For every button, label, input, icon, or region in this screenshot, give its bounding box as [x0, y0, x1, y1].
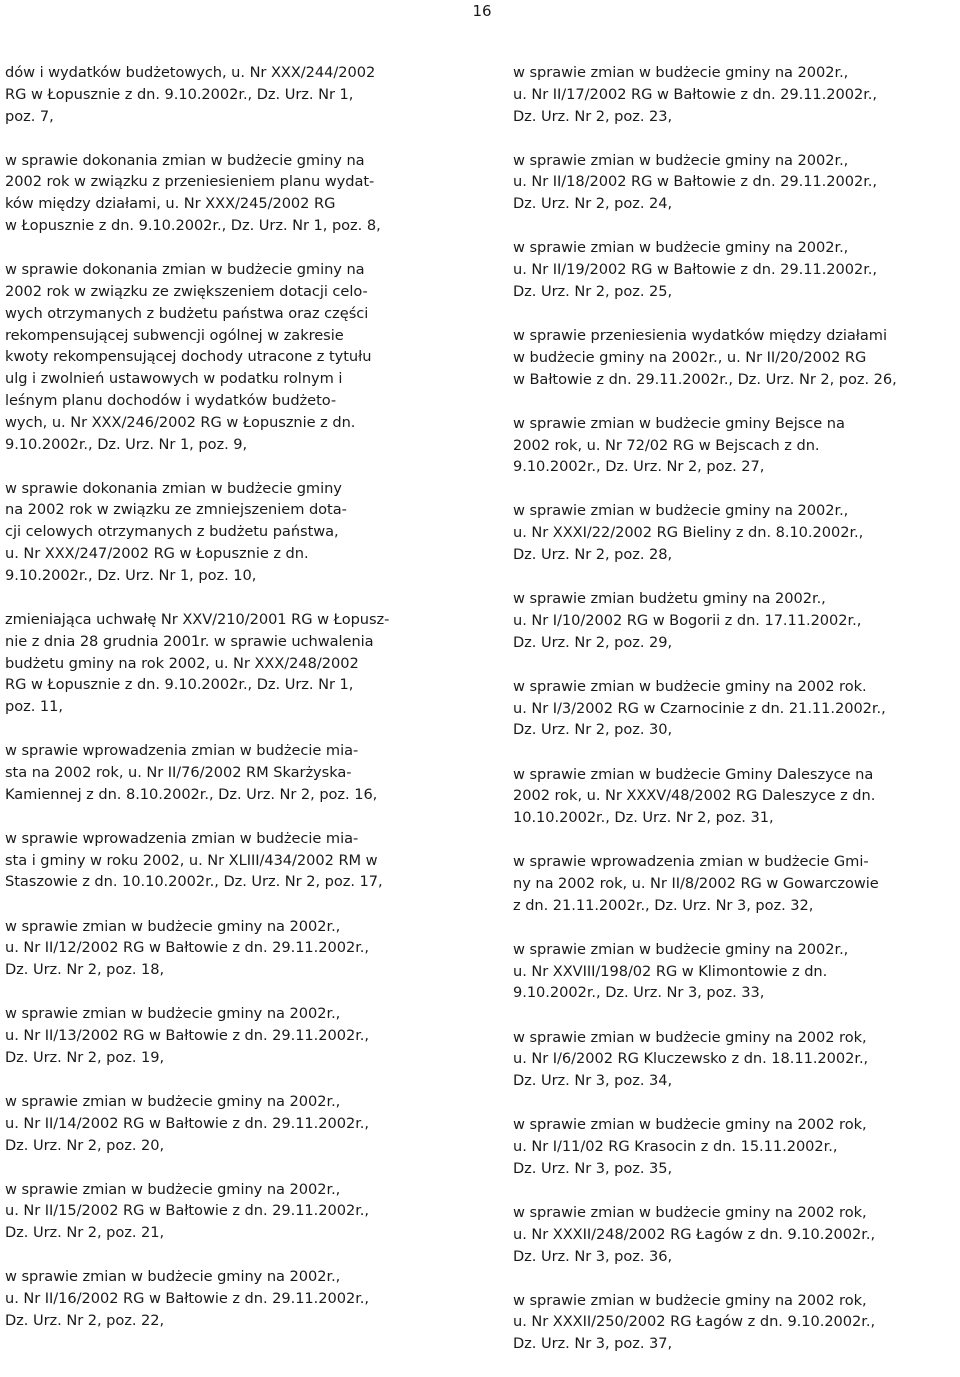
list-item: w sprawie zmian w budżecie gminy na 2002r., u. Nr II/17/2002 RG w Bałtowie z dn. 29.11.2002r., Dz. Urz. Nr 2, poz. 23, — [513, 64, 877, 125]
list-item: w sprawie zmian w budżecie gminy na 2002 rok, u. Nr I/11/02 RG Krasocin z dn. 15.11.2002r., Dz. Urz. Nr 3, poz. 35, — [513, 1116, 867, 1177]
list-item: w sprawie zmian w budżecie gminy na 2002r., u. Nr II/16/2002 RG w Bałtowie z dn. 29.11.2002r., Dz. Urz. Nr 2, poz. 22, — [5, 1268, 369, 1329]
list-item: dów i wydatków budżetowych, u. Nr XXX/244/2002 RG w Łopusznie z dn. 9.10.2002r., Dz. Urz. Nr 1, poz. 7, — [5, 64, 376, 125]
list-item: w sprawie zmian w budżecie gminy na 2002 rok, u. Nr XXXII/250/2002 RG Łagów z dn. 9.10.2002r., Dz. Urz. Nr 3, poz. 37, — [513, 1291, 876, 1353]
list-item: w sprawie wprowadzenia zmian w budżecie mia- sta i gminy w roku 2002, u. Nr XLIII/434/2002 RM w Staszowie z dn. 10.10.2002r., Dz. Urz. Nr 2, poz. 17, — [5, 829, 383, 891]
list-item: w sprawie zmian w budżecie gminy na 2002 rok. u. Nr I/3/2002 RG w Czarnocinie z dn. 21.11.2002r., Dz. Urz. Nr 2, poz. 30, — [513, 677, 886, 739]
list-item: w sprawie wprowadzenia zmian w budżecie Gmi- ny na 2002 rok, u. Nr II/8/2002 RG w Gowarczowie z dn. 21.11.2002r., Dz. Urz. Nr 3, poz. 32, — [513, 853, 879, 914]
list-item: w sprawie zmian w budżecie gminy na 2002r., u. Nr II/12/2002 RG w Bałtowie z dn. 29.11.2002r., Dz. Urz. Nr 2, poz. 18, — [5, 917, 369, 979]
list-item: w sprawie zmian w budżecie gminy Bejsce na 2002 rok, u. Nr 72/02 RG w Bejscach z dn. 9.10.2002r., Dz. Urz. Nr 2, poz. 27, — [513, 414, 845, 476]
list-item: w sprawie zmian w budżecie gminy na 2002r., u. Nr II/15/2002 RG w Bałtowie z dn. 29.11.2002r., Dz. Urz. Nr 2, poz. 21, — [5, 1180, 369, 1242]
list-item: w sprawie zmian w budżecie gminy na 2002 rok, u. Nr I/6/2002 RG Kluczewsko z dn. 18.11.2002r., Dz. Urz. Nr 3, poz. 34, — [513, 1028, 869, 1090]
list-item: w sprawie wprowadzenia zmian w budżecie mia- sta na 2002 rok, u. Nr II/76/2002 RM Skarżyska- Kamiennej z dn. 8.10.2002r., Dz. Urz. Nr 2, poz. 16, — [5, 742, 378, 803]
list-item: w sprawie dokonania zmian w budżecie gminy na 2002 rok w związku z przeniesieniem planu wydat- ków między działami, u. Nr XXX/245/2002 RG w Łopusznie z dn. 9.10.2002r., Dz. Urz. Nr 1, poz. 8, — [5, 151, 381, 235]
page-number: 16 — [472, 2, 492, 20]
list-item: w sprawie dokonania zmian w budżecie gminy na 2002 rok w związku ze zmniejszeniem dota- cji celowych otrzymanych z budżetu państwa, u. Nr XXX/247/2002 RG w Łopusznie z dn. 9.10.2002r., Dz. Urz. Nr 1, poz. 10, — [5, 479, 347, 584]
left-column — [5, 62, 451, 1354]
list-item: w sprawie zmian w budżecie gminy na 2002r., u. Nr II/19/2002 RG w Bałtowie z dn. 29.11.2002r., Dz. Urz. Nr 2, poz. 25, — [513, 239, 877, 300]
list-item: w sprawie zmian w budżecie gminy na 2002 rok, u. Nr XXXII/248/2002 RG Łagów z dn. 9.10.2002r., Dz. Urz. Nr 3, poz. 36, — [513, 1203, 876, 1265]
list-item: w sprawie przeniesienia wydatków między działami w budżecie gminy na 2002r., u. Nr II/20/2002 RG w Bałtowie z dn. 29.11.2002r., Dz. Urz. Nr 2, poz. 26, — [513, 327, 897, 388]
list-item: w sprawie zmian w budżecie gminy na 2002r., u. Nr II/14/2002 RG w Bałtowie z dn. 29.11.2002r., Dz. Urz. Nr 2, poz. 20, — [5, 1092, 369, 1154]
list-item: w sprawie zmian budżetu gminy na 2002r., u. Nr I/10/2002 RG w Bogorii z dn. 17.11.2002r., Dz. Urz. Nr 2, poz. 29, — [513, 590, 862, 651]
list-item: w sprawie dokonania zmian w budżecie gminy na 2002 rok w związku ze zwiększeniem dotacji celo- wych otrzymanych z budżetu państwa oraz części rekompensującej subwencji ogólnej w zakresie kwoty rekompensującej dochody utracone z tytułu ulg i zwolnień ustawowych w podatku rolnym i leśnym planu dochodów i wydatków budżeto- wych, u. Nr XXX/246/2002 RG w Łopusznie z dn. 9.10.2002r., Dz. Urz. Nr 1, poz. 9, — [5, 261, 372, 453]
list-item: zmieniająca uchwałę Nr XXV/210/2001 RG w Łopusz- nie z dnia 28 grudnia 2001r. w sprawie uchwalenia budżetu gminy na rok 2002, u. Nr XXX/248/2002 RG w Łopusznie z dn. 9.10.2002r., Dz. Urz. Nr 1, poz. 11, — [5, 610, 390, 716]
list-item: w sprawie zmian w budżecie gminy na 2002r., u. Nr II/18/2002 RG w Bałtowie z dn. 29.11.2002r., Dz. Urz. Nr 2, poz. 24, — [513, 151, 877, 213]
list-item: w sprawie zmian w budżecie gminy na 2002r., u. Nr II/13/2002 RG w Bałtowie z dn. 29.11.2002r., Dz. Urz. Nr 2, poz. 19, — [5, 1005, 369, 1066]
right-column — [513, 62, 959, 1377]
list-item: w sprawie zmian w budżecie Gminy Daleszyce na 2002 rok, u. Nr XXXV/48/2002 RG Daleszyce z dn. 10.10.2002r., Dz. Urz. Nr 2, poz. 31, — [513, 765, 876, 827]
list-item: w sprawie zmian w budżecie gminy na 2002r., u. Nr XXXI/22/2002 RG Bieliny z dn. 8.10.2002r., Dz. Urz. Nr 2, poz. 28, — [513, 502, 864, 564]
list-item: w sprawie zmian w budżecie gminy na 2002r., u. Nr XXVIII/198/02 RG w Klimontowie z dn. 9.10.2002r., Dz. Urz. Nr 3, poz. 33, — [513, 940, 849, 1002]
